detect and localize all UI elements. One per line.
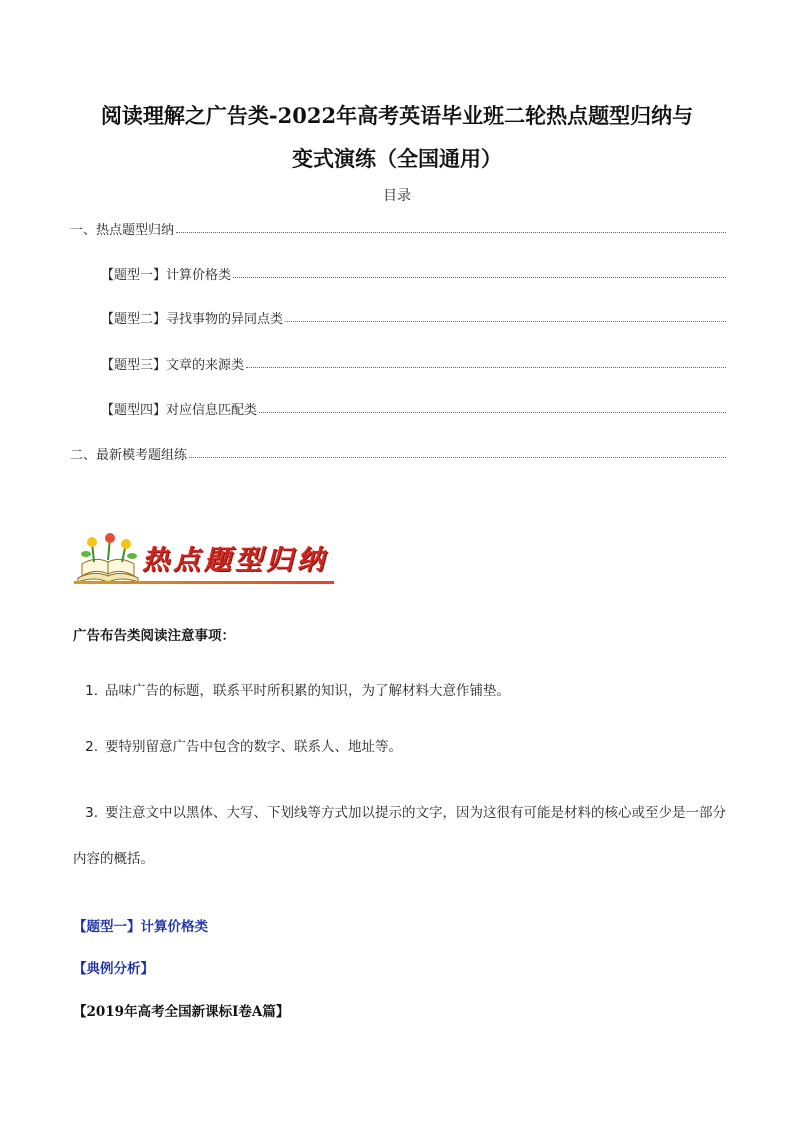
toc-item-label: 【题型二】寻找事物的异同点类 (101, 312, 284, 327)
toc-item-label: 【题型三】文章的来源类 (101, 358, 245, 373)
list-item (73, 679, 728, 699)
document-title-line-2: 变式演练（全国通用） (292, 146, 502, 171)
banner-underline (74, 581, 334, 584)
toc-item-type-4[interactable] (101, 398, 726, 418)
list-number: 1. (85, 683, 98, 699)
section-heading: 广告布告类阅读注意事项： (73, 628, 235, 644)
toc-leader-dots (259, 411, 726, 413)
document-title-line-1: 阅读理解之广告类-2022年高考英语毕业班二轮热点题型归纳与 (100, 103, 694, 128)
toc-item-type-3[interactable] (101, 353, 726, 373)
toc-item-type-1[interactable] (101, 263, 726, 283)
type-heading: 【题型一】计算价格类 (73, 919, 208, 935)
toc-item-label: 【题型四】对应信息匹配类 (101, 403, 258, 418)
toc-leader-dots (246, 366, 726, 368)
list-number: 3. (85, 805, 98, 821)
list-text: 品味广告的标题，联系平时所积累的知识，为了解材料大意作铺垫。 (105, 683, 510, 699)
toc-title: 目录 (383, 188, 411, 204)
example-heading: 【典例分析】 (73, 961, 154, 977)
toc-item-type-2[interactable] (101, 307, 726, 327)
toc-item-mock-exams[interactable] (70, 443, 726, 463)
toc-item-hot-types[interactable] (70, 218, 726, 238)
list-text: 要注意文中以黑体、大写、下划线等方式加以提示的文字，因为这很有可能是材料的核心或至少是一部分内容的概括。 (73, 805, 726, 867)
toc-item-label: 二、最新模考题组练 (70, 448, 188, 463)
list-number: 2. (85, 739, 98, 755)
toc-leader-dots (176, 231, 726, 233)
toc-item-label: 一、热点题型归纳 (70, 223, 175, 238)
banner-title: 热点题型归纳 (142, 545, 328, 576)
toc-leader-dots (233, 276, 726, 278)
toc-leader-dots (285, 320, 726, 322)
list-item (73, 790, 728, 882)
list-item (73, 735, 728, 755)
toc-leader-dots (189, 456, 726, 458)
list-text: 要特别留意广告中包含的数字、联系人、地址等。 (105, 739, 402, 755)
source-label: 【2019年高考全国新课标I卷A篇】 (73, 1004, 290, 1020)
toc-item-label: 【题型一】计算价格类 (101, 268, 232, 283)
